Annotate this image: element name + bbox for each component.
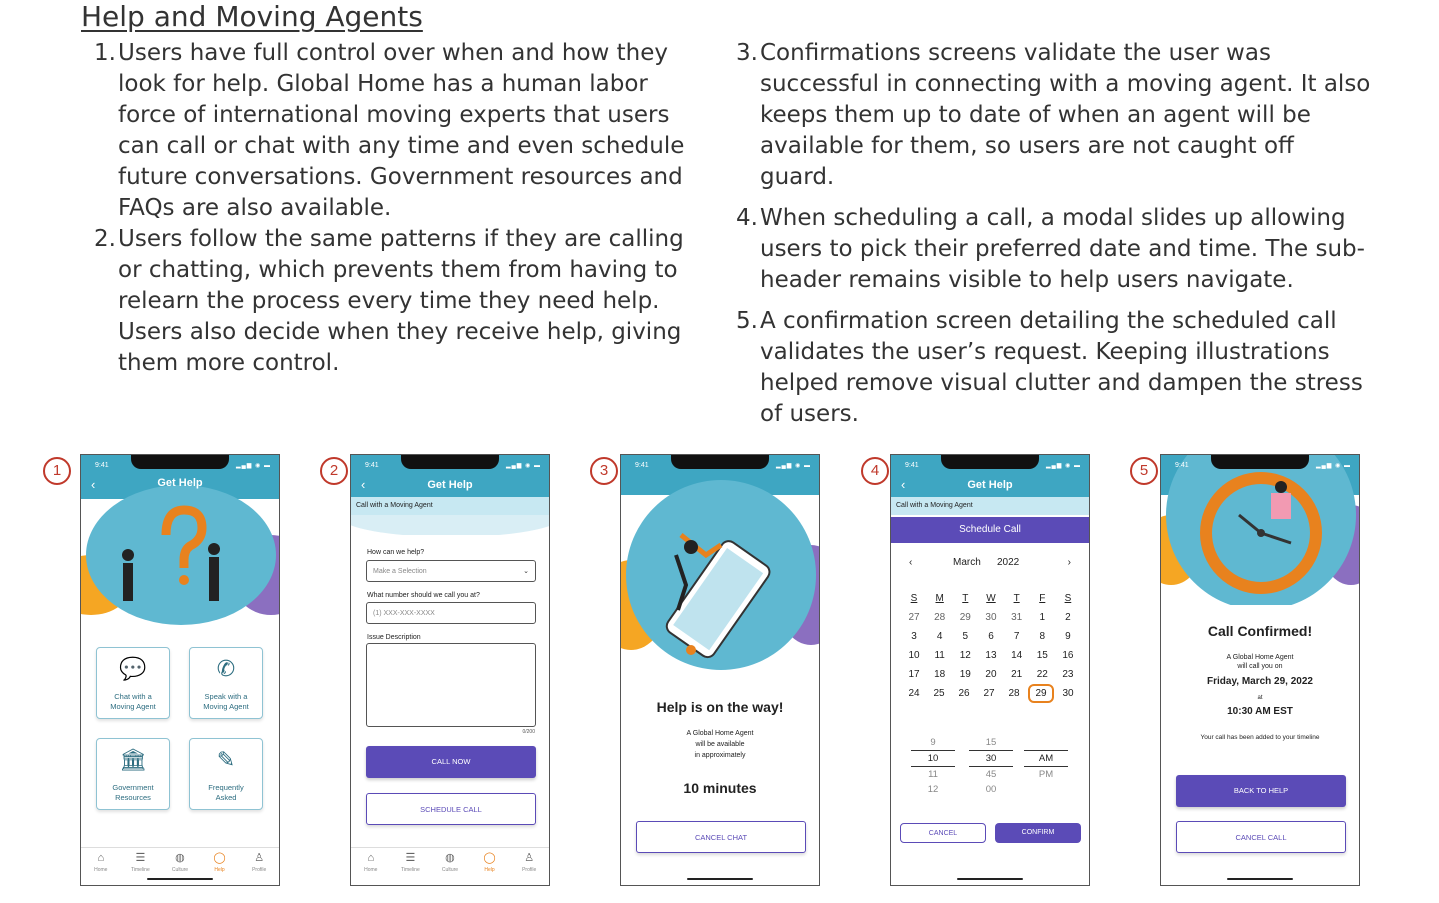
day-cell[interactable]: 27 bbox=[983, 688, 995, 699]
day-cell[interactable]: 30 bbox=[985, 612, 997, 623]
dow-row: S M T W T F S bbox=[910, 593, 1072, 604]
day-cell[interactable]: 23 bbox=[1062, 669, 1074, 680]
cancel-call-button[interactable]: CANCEL CALL bbox=[1176, 821, 1346, 853]
clock-illustration bbox=[1161, 455, 1359, 605]
help-label: How can we help? bbox=[367, 549, 425, 556]
issue-description-textarea[interactable] bbox=[366, 643, 536, 727]
faq-tile[interactable]: ✎ Frequently Asked bbox=[189, 738, 263, 810]
tab-home[interactable]: ⌂ Home bbox=[94, 852, 108, 873]
day-cell[interactable]: 19 bbox=[959, 669, 971, 680]
day-cell[interactable]: 15 bbox=[1036, 650, 1048, 661]
status-icons: ▂▄▆ ◉ ▬ bbox=[1315, 463, 1351, 469]
cancel-chat-button[interactable]: CANCEL CHAT bbox=[636, 821, 806, 853]
step-badge: 2 bbox=[320, 457, 348, 485]
hour-picker[interactable]: 9 10 11 12 bbox=[911, 735, 955, 797]
day-cell[interactable]: 11 bbox=[934, 650, 945, 661]
chat-icon: 💬 bbox=[119, 656, 147, 681]
notch bbox=[131, 455, 229, 469]
char-counter: 0/200 bbox=[522, 729, 535, 735]
point-item: 2. Users follow the same patterns if they are calling or chatting, which prevents them from having to relearn the process every time they need help. Users also decide when they receive help, giving them more control. bbox=[94, 226, 684, 376]
back-icon[interactable]: ‹ bbox=[901, 477, 906, 492]
day-cell[interactable]: 24 bbox=[908, 688, 920, 699]
tab-profile[interactable]: ♙ Profile bbox=[252, 852, 267, 873]
help-select[interactable]: Make a Selection ⌄ bbox=[366, 560, 536, 582]
home-indicator bbox=[147, 878, 213, 880]
government-tile[interactable]: 🏛 Government Resources bbox=[96, 738, 170, 810]
help-icon: ◯ bbox=[483, 852, 496, 864]
point-item: 4. When scheduling a call, a modal slides up allowing users to pick their preferred date and time. The sub-header remains visible to help users navigate. bbox=[736, 205, 1365, 293]
day-cell[interactable]: 14 bbox=[1011, 650, 1023, 661]
day-cell[interactable]: 2 bbox=[1065, 612, 1071, 623]
tab-culture[interactable]: ◍ Culture bbox=[171, 852, 189, 873]
tab-help[interactable]: ◯ Help bbox=[483, 852, 496, 873]
tab-help[interactable]: ◯ Help bbox=[213, 852, 226, 873]
status-time: 9:41 bbox=[95, 462, 109, 469]
status-time: 9:41 bbox=[1175, 462, 1189, 469]
number-label: What number should we call you at? bbox=[367, 592, 480, 599]
agent-line-1: A Global Home Agent bbox=[686, 730, 754, 737]
minute-picker[interactable]: 15 30 45 00 bbox=[969, 735, 1013, 797]
tab-timeline[interactable]: ☰ Timeline bbox=[401, 852, 420, 873]
day-cell[interactable]: 9 bbox=[1065, 631, 1071, 642]
back-icon[interactable]: ‹ bbox=[361, 477, 366, 492]
description-label: Issue Description bbox=[367, 634, 421, 641]
scheduled-time: 10:30 AM EST bbox=[1227, 706, 1293, 717]
phone-screen-get-help bbox=[80, 454, 280, 886]
cancel-button[interactable]: CANCEL bbox=[900, 823, 986, 843]
phone-screen-schedule bbox=[890, 454, 1090, 886]
timeline-note: Your call has been added to your timeline bbox=[1200, 734, 1320, 741]
chevron-down-icon: ⌄ bbox=[523, 568, 529, 575]
day-cell[interactable]: 13 bbox=[985, 650, 997, 661]
point-item: 1. Users have full control over when and how they look for help. Global Home has a human labor force of international moving experts that users can call or chat with any time and even schedule future conversations. Government resources and FAQs are also available. bbox=[94, 40, 685, 221]
home-icon: ⌂ bbox=[367, 852, 375, 864]
home-icon: ⌂ bbox=[97, 852, 105, 864]
week-row bbox=[903, 646, 1079, 665]
day-cell[interactable]: 31 bbox=[1011, 612, 1023, 623]
points-list-left bbox=[94, 38, 693, 379]
culture-icon: ◍ bbox=[445, 852, 455, 864]
day-cell[interactable]: 30 bbox=[1062, 688, 1074, 699]
point-item: 5. A confirmation screen detailing the scheduled call validates the user’s request. Keeping illustrations helped remove visual clutter and dampen the stress of users. bbox=[736, 308, 1363, 427]
day-cell[interactable]: 29 bbox=[959, 612, 971, 623]
chat-tile[interactable]: 💬 Chat with a Moving Agent bbox=[96, 647, 170, 719]
status-icons: ▂▄▆ ◉ ▬ bbox=[775, 463, 811, 469]
speak-tile[interactable]: ✆ Speak with a Moving Agent bbox=[189, 647, 263, 719]
step-badge: 4 bbox=[861, 457, 889, 485]
phone-icon: ✆ bbox=[216, 656, 236, 681]
screen-title: Get Help bbox=[967, 479, 1013, 491]
day-cell[interactable]: 20 bbox=[985, 669, 997, 680]
day-cell[interactable]: 27 bbox=[908, 612, 920, 623]
screen-title: Get Help bbox=[157, 477, 203, 489]
day-cell[interactable]: 12 bbox=[959, 650, 971, 661]
day-cell[interactable]: 28 bbox=[934, 612, 946, 623]
help-icon: ◯ bbox=[213, 852, 226, 864]
week-row bbox=[903, 627, 1079, 646]
day-cell[interactable]: 16 bbox=[1062, 650, 1074, 661]
chevron-left-icon[interactable]: ‹ bbox=[909, 557, 913, 568]
government-icon: 🏛 bbox=[119, 747, 147, 772]
ampm-picker[interactable]: AM PM bbox=[1024, 750, 1068, 782]
timeline-icon: ☰ bbox=[135, 852, 146, 864]
back-to-help-button[interactable]: BACK TO HELP bbox=[1176, 775, 1346, 807]
home-indicator bbox=[1227, 878, 1293, 880]
day-cell[interactable]: 26 bbox=[958, 688, 970, 699]
tab-bar bbox=[351, 847, 549, 885]
day-cell[interactable]: 10 bbox=[908, 650, 920, 661]
step-badge: 1 bbox=[43, 457, 71, 485]
point-item: 3. Confirmations screens validate the user was successful in connecting with a moving agent. It also keeps them up to date of when an agent will be available for them, so users are not caught off guard. bbox=[736, 40, 1371, 190]
week-row bbox=[903, 608, 1079, 627]
status-icons: ▂▄▆ ◉ ▬ bbox=[235, 463, 271, 469]
day-cell[interactable]: 6 bbox=[988, 631, 994, 642]
phone-number-input[interactable]: (1) XXX-XXX-XXXX bbox=[366, 602, 536, 624]
day-cell[interactable]: 28 bbox=[1008, 688, 1020, 699]
timeline-icon: ☰ bbox=[405, 852, 416, 864]
confirm-line-2: will call you on bbox=[1237, 663, 1283, 670]
call-now-button[interactable]: CALL NOW bbox=[366, 746, 536, 778]
selected-day-cell[interactable]: 29 bbox=[1028, 684, 1054, 703]
status-time: 9:41 bbox=[635, 462, 649, 469]
day-cell[interactable]: 3 bbox=[911, 631, 917, 642]
week-row bbox=[903, 665, 1079, 684]
week-row bbox=[903, 684, 1079, 703]
home-indicator bbox=[957, 878, 1023, 880]
help-title: Help is on the way! bbox=[656, 699, 784, 715]
eta-value: 10 minutes bbox=[683, 780, 757, 796]
help-illustration bbox=[621, 455, 819, 695]
day-cell[interactable]: 4 bbox=[936, 631, 943, 642]
confirm-line-1: A Global Home Agent bbox=[1226, 654, 1294, 661]
day-cell[interactable]: 21 bbox=[1011, 669, 1023, 680]
day-cell[interactable]: 17 bbox=[908, 669, 920, 680]
status-time: 9:41 bbox=[905, 462, 919, 469]
day-cell[interactable]: 1 bbox=[1039, 612, 1046, 623]
calendar-grid bbox=[903, 589, 1079, 703]
day-cell[interactable]: 7 bbox=[1013, 631, 1020, 642]
year-label: 2022 bbox=[997, 557, 1020, 568]
scheduled-date: Friday, March 29, 2022 bbox=[1207, 676, 1313, 687]
phone-screen-call-form bbox=[350, 454, 550, 886]
points-list-right bbox=[736, 38, 1375, 440]
screen-title: Get Help bbox=[427, 479, 473, 491]
day-cell[interactable]: 5 bbox=[962, 631, 969, 642]
tab-profile[interactable]: ♙ Profile bbox=[522, 852, 537, 873]
status-icons: ▂▄▆ ◉ ▬ bbox=[505, 463, 541, 469]
agent-line-2: will be available bbox=[695, 741, 745, 748]
confirm-button[interactable]: CONFIRM bbox=[995, 823, 1081, 843]
at-label: at bbox=[1257, 695, 1263, 701]
modal-title: Schedule Call bbox=[891, 517, 1089, 543]
chevron-right-icon[interactable]: › bbox=[1067, 557, 1071, 568]
subheader: Call with a Moving Agent bbox=[351, 497, 549, 515]
phone-screen-call-confirmed bbox=[1160, 454, 1360, 886]
profile-icon: ♙ bbox=[254, 852, 265, 864]
home-indicator bbox=[687, 878, 753, 880]
schedule-call-button[interactable]: SCHEDULE CALL bbox=[366, 793, 536, 825]
day-cell[interactable]: 18 bbox=[934, 669, 946, 680]
tab-home[interactable]: ⌂ Home bbox=[364, 852, 378, 873]
day-cell[interactable]: 8 bbox=[1039, 631, 1046, 642]
status-time: 9:41 bbox=[365, 462, 379, 469]
phone-screen-help-on-way bbox=[620, 454, 820, 886]
culture-icon: ◍ bbox=[175, 852, 185, 864]
back-icon[interactable]: ‹ bbox=[91, 477, 96, 492]
tab-timeline[interactable]: ☰ Timeline bbox=[131, 852, 150, 873]
page-title: Help and Moving Agents bbox=[81, 0, 423, 33]
confirmed-title: Call Confirmed! bbox=[1207, 623, 1313, 639]
profile-icon: ♙ bbox=[524, 852, 535, 864]
month-label: March bbox=[953, 557, 981, 568]
tab-culture[interactable]: ◍ Culture bbox=[441, 852, 459, 873]
day-cell[interactable]: 22 bbox=[1036, 669, 1048, 680]
step-badge: 3 bbox=[590, 457, 618, 485]
status-icons: ▂▄▆ ◉ ▬ bbox=[1045, 463, 1081, 469]
edit-icon: ✎ bbox=[216, 747, 236, 772]
step-badge: 5 bbox=[1130, 457, 1158, 485]
subheader: Call with a Moving Agent bbox=[891, 497, 1089, 515]
day-cell[interactable]: 25 bbox=[933, 688, 945, 699]
agent-line-3: in approximately bbox=[694, 752, 746, 759]
